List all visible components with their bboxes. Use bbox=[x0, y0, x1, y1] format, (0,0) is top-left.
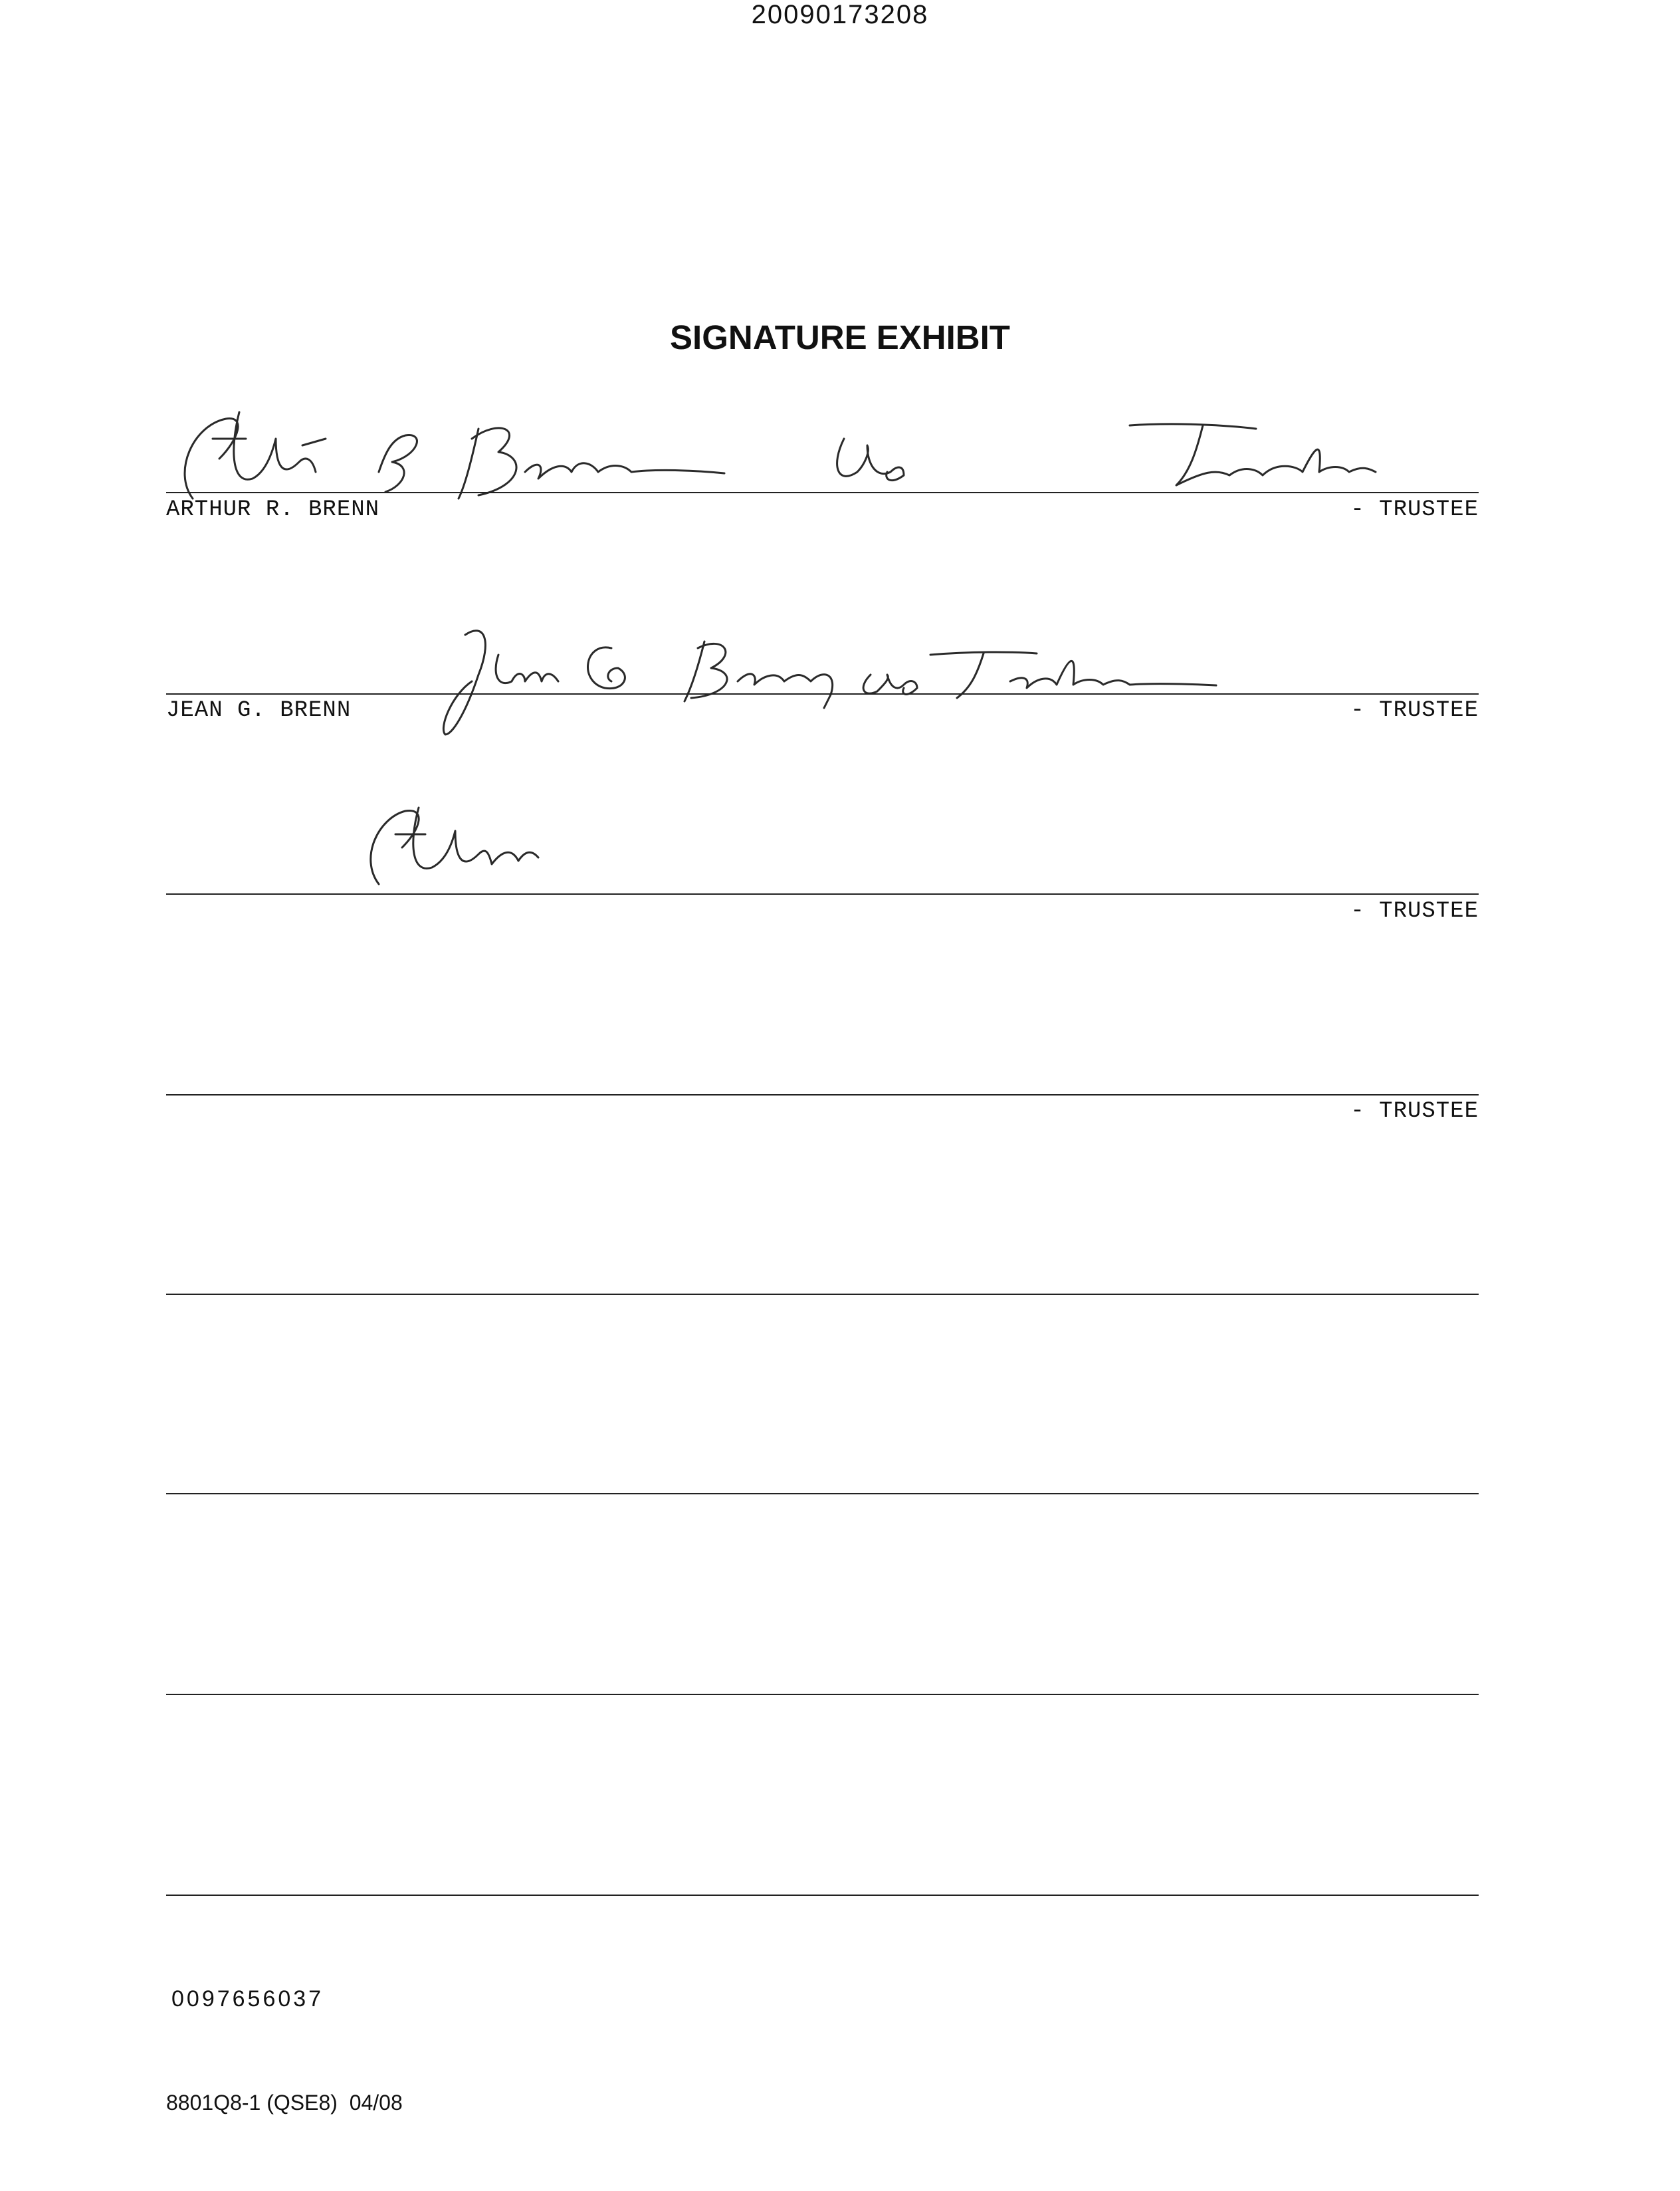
signer-role-4: - TRUSTEE bbox=[1350, 1099, 1479, 1124]
signature-jean-brenn bbox=[425, 615, 1223, 748]
signature-line-1 bbox=[166, 492, 1479, 493]
page-title: SIGNATURE EXHIBIT bbox=[670, 318, 1010, 356]
blank-line-6 bbox=[166, 1493, 1479, 1494]
blank-line-7 bbox=[166, 1694, 1479, 1695]
signature-line-3 bbox=[166, 893, 1479, 895]
signature-line-2 bbox=[166, 693, 1479, 695]
loan-number: 0097656037 bbox=[171, 1986, 324, 2012]
signature-partial bbox=[352, 798, 565, 891]
document-number: 20090173208 bbox=[751, 0, 929, 29]
signature-line-4 bbox=[166, 1094, 1479, 1096]
form-code: 8801Q8-1 (QSE8) 04/08 bbox=[166, 2091, 403, 2115]
blank-line-5 bbox=[166, 1294, 1479, 1295]
blank-line-8 bbox=[166, 1895, 1479, 1896]
signer-role-3: - TRUSTEE bbox=[1350, 899, 1479, 924]
signer-role-2: - TRUSTEE bbox=[1350, 698, 1479, 723]
signer-role-1: - TRUSTEE bbox=[1350, 497, 1479, 522]
signer-name-1: ARTHUR R. BRENN bbox=[166, 497, 380, 522]
signer-name-2: JEAN G. BRENN bbox=[166, 698, 352, 723]
